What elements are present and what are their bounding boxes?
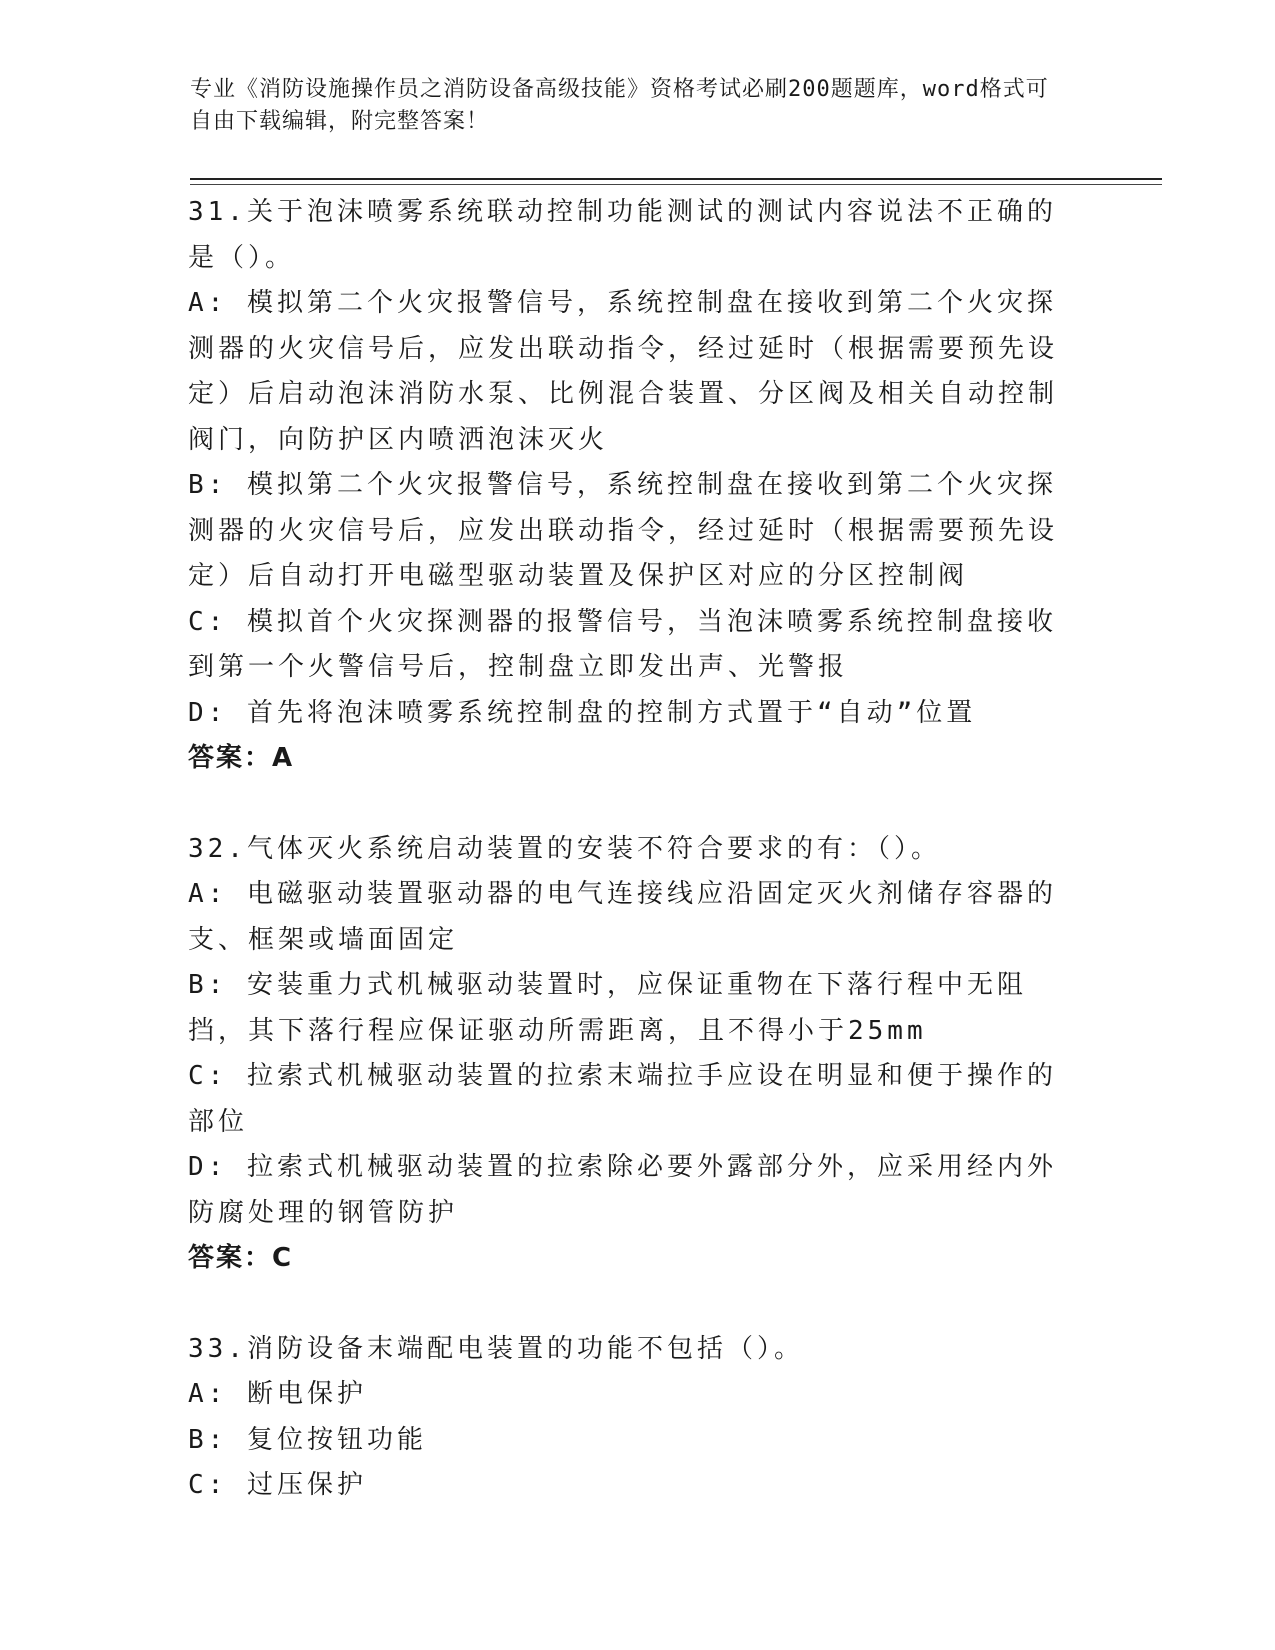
header-rule-thin [190,184,1162,185]
question-stem: 33.消防设备末端配电装置的功能不包括（）。 [188,1333,804,1364]
answer-label: 答案：C [188,1243,294,1273]
option-a: A: 电磁驱动装置驱动器的电气连接线应沿固定灭火剂储存容器的支、框架或墙面固定 [188,879,1057,955]
question-31 [188,190,1078,782]
option-b: B: 复位按钮功能 [188,1424,427,1455]
header-rule-thick [190,178,1162,180]
option-b: B: 安装重力式机械驱动装置时，应保证重物在下落行程中无阻挡，其下落行程应保证驱动所需距离，且不得小于25mm [188,970,1027,1046]
option-d: D: 拉索式机械驱动装置的拉索除必要外露部分外，应采用经内外防腐处理的钢管防护 [188,1152,1057,1228]
answer-label: 答案：A [188,743,295,773]
option-c: C: 过压保护 [188,1470,367,1500]
option-d: D: 首先将泡沫喷雾系统控制盘的控制方式置于“自动”位置 [188,697,977,728]
question-list [188,190,1078,1509]
question-stem: 32.气体灭火系统启动装置的安装不符合要求的有：（）。 [188,833,941,864]
question-stem: 31.关于泡沫喷雾系统联动控制功能测试的测试内容说法不正确的是（）。 [188,197,1057,273]
option-a: A: 断电保护 [188,1379,367,1409]
option-b: B: 模拟第二个火灾报警信号，系统控制盘在接收到第二个火灾探测器的火灾信号后，应发出联动指令，经过延时（根据需要预先设定）后自动打开电磁型驱动装置及保护区对应的分区控制阀 [188,470,1059,591]
option-a: A: 模拟第二个火灾报警信号，系统控制盘在接收到第二个火灾探测器的火灾信号后，应发出联动指令，经过延时（根据需要预先设定）后启动泡沫消防水泵、比例混合装置、分区阀及相关自动控制阀门，向防护区内喷洒泡沫灭火 [188,288,1059,455]
question-32 [188,827,1078,1282]
option-c: C: 拉索式机械驱动装置的拉索末端拉手应设在明显和便于操作的部位 [188,1061,1057,1137]
question-33 [188,1327,1078,1509]
document-header: 专业《消防设施操作员之消防设备高级技能》资格考试必刷200题题库，word格式可自由下载编辑，附完整答案！ [190,77,1049,134]
option-c: C: 模拟首个火灾探测器的报警信号，当泡沫喷雾系统控制盘接收到第一个火警信号后，控制盘立即发出声、光警报 [188,606,1057,682]
